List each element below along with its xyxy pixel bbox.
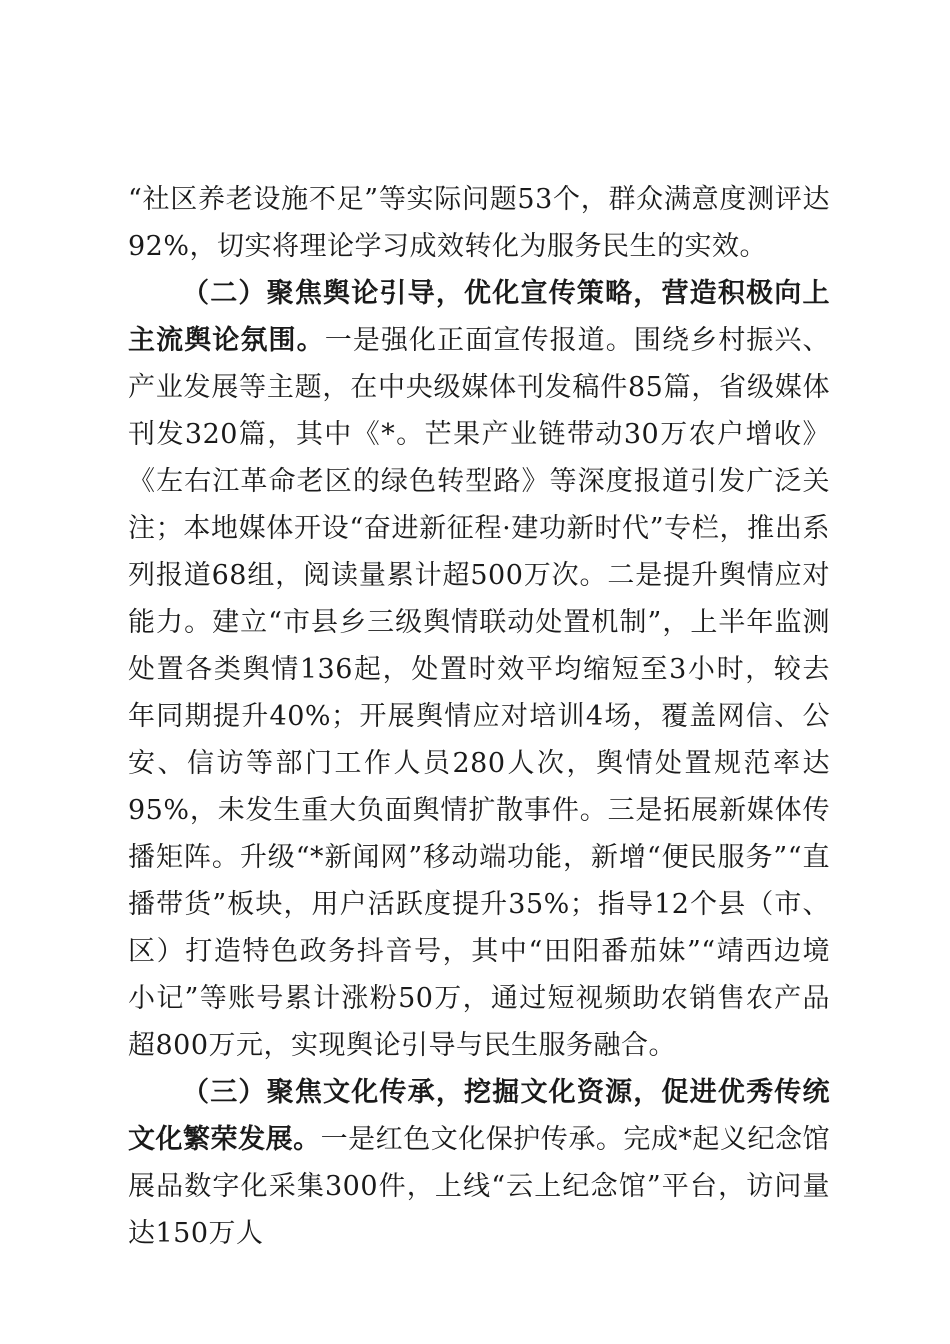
paragraph-section-3 [128, 1069, 830, 1257]
paragraph-section-2 [128, 270, 830, 1069]
paragraph-continuation [128, 176, 830, 270]
section-heading: （二）聚焦舆论引导，优化宣传策略，营造积极向上主流舆论氛围。 [128, 278, 830, 356]
document-page [128, 176, 830, 1257]
paragraph-text: 一是红色文化保护传承。完成*起义纪念馆展品数字化采集300件，上线“云上纪念馆”平台，访问量达150万人 [128, 1124, 830, 1249]
paragraph-text: “社区养老设施不足”等实际问题53个，群众满意度测评达92%，切实将理论学习成效转化为服务民生的实效。 [128, 184, 830, 262]
paragraph-text: 一是强化正面宣传报道。围绕乡村振兴、产业发展等主题，在中央级媒体刊发稿件85篇，省级媒体刊发320篇，其中《*。芒果产业链带动30万农户增收》《左右江革命老区的绿色转型路》等深度报道引发广泛关注；本地媒体开设“奋进新征程·建功新时代”专栏，推出系列报道68组，阅读量累计超500万次。二是提升舆情应对能力。建立“市县乡三级舆情联动处置机制”，上半年监测处置各类舆情136起，处置时效平均缩短至3小时，较去年同期提升40%；开展舆情应对培训4场，覆盖网信、公安、信访等部门工作人员280人次，舆情处置规范率达95%，未发生重大负面舆情扩散事件。三是拓展新媒体传播矩阵。升级“*新闻网”移动端功能，新增“便民服务”“直播带货”板块，用户活跃度提升35%；指导12个县（市、区）打造特色政务抖音号，其中“田阳番茄妹”“靖西边境小记”等账号累计涨粉50万，通过短视频助农销售农产品超800万元，实现舆论引导与民生服务融合。 [128, 325, 831, 1061]
section-heading: （三）聚焦文化传承，挖掘文化资源，促进优秀传统文化繁荣发展。 [128, 1077, 830, 1155]
